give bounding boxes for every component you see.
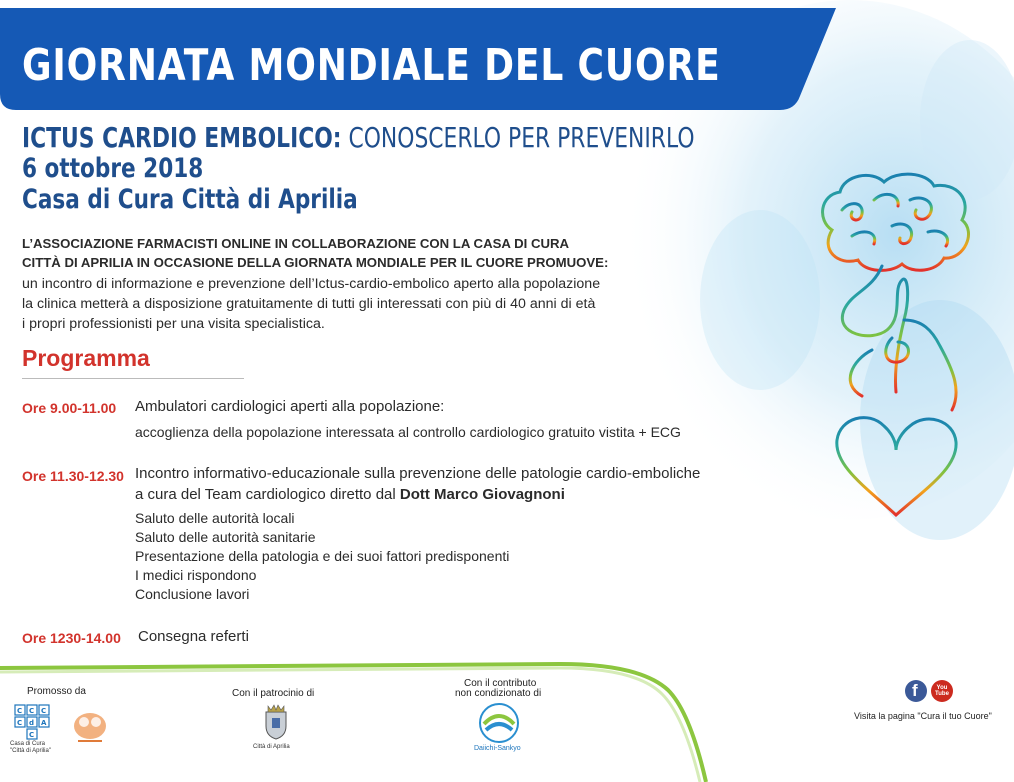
schedule-title: Ambulatori cardiologici aperti alla popolazione: — [135, 398, 445, 415]
casa-di-cura-logo — [14, 704, 50, 740]
svg-text:A: A — [41, 719, 47, 727]
patronage-label: Con il patrocinio di — [232, 688, 315, 699]
programma-divider — [22, 378, 244, 379]
agenda-item: Saluto delle autorità locali — [135, 510, 295, 526]
promoted-by-label: Promosso da — [27, 686, 86, 697]
event-subtitle: ICTUS CARDIO EMBOLICO: CONOSCERLO PER PREVENIRLO — [22, 121, 695, 154]
city-name: Città di Aprilia — [253, 744, 290, 750]
promoter-name: Casa di Cura — [10, 741, 46, 747]
daiichi-sankyo-logo — [478, 702, 520, 744]
agenda-item: Presentazione della patologia e dei suoi fattori predisponenti — [135, 548, 510, 564]
contribution-label: non condizionato di — [455, 688, 542, 699]
svg-text:C: C — [17, 719, 23, 727]
social-page-text: Visita la pagina "Cura il tuo Cuore" — [854, 711, 992, 721]
intro-bold-line: L’ASSOCIAZIONE FARMACISTI ONLINE IN COLLABORAZIONE CON LA CASA DI CURA — [22, 236, 570, 251]
brain-heart-illustration — [812, 170, 982, 530]
promoter-name: "Città di Aprilia" — [10, 748, 51, 754]
schedule-time: Ore 11.30-12.30 — [22, 468, 124, 484]
aprilia-coat-of-arms — [262, 704, 290, 740]
event-date: 6 ottobre 2018 — [22, 153, 204, 184]
intro-bold-line: CITTÀ DI APRILIA IN OCCASIONE DELLA GIORNATA MONDIALE PER IL CUORE PROMUOVE: — [22, 255, 609, 270]
schedule-title: Consegna referti — [138, 628, 249, 645]
doctor-name: Dott Marco Giovagnoni — [399, 486, 565, 503]
schedule-title: Incontro informativo-educazionale sulla prevenzione delle patologie cardio-emboliche — [135, 465, 701, 482]
sponsor-name: Daiichi-Sankyo — [474, 745, 521, 752]
farmacisti-online-logo — [70, 710, 110, 746]
page-title: GIORNATA MONDIALE DEL CUORE — [22, 40, 721, 91]
svg-text:C: C — [29, 707, 35, 715]
programma-heading: Programma — [22, 345, 150, 371]
event-venue: Casa di Cura Città di Aprilia — [22, 184, 358, 215]
facebook-icon[interactable]: f — [905, 680, 927, 702]
intro-line: la clinica metterà a disposizione gratuitamente di tutti gli interessati con più di 40 anni di età — [22, 296, 596, 312]
svg-text:C: C — [17, 707, 23, 715]
intro-line: i propri professionisti per una visita specialistica. — [22, 316, 325, 332]
svg-text:d: d — [29, 719, 35, 727]
schedule-detail: a cura del Team cardiologico diretto dal Dott Marco Giovagnoni — [135, 486, 565, 503]
contribution-label: Con il contributo — [464, 678, 537, 689]
svg-text:C: C — [29, 731, 35, 739]
schedule-time: Ore 9.00-11.00 — [22, 400, 117, 416]
schedule-time: Ore 1230-14.00 — [22, 630, 121, 646]
schedule-detail: accoglienza della popolazione interessata al controllo cardiologico gratuito vistita + ECG — [135, 424, 681, 440]
intro-line: un incontro di informazione e prevenzione dell’Ictus-cardio-embolico aperto alla popolazione — [22, 276, 601, 292]
agenda-item: Conclusione lavori — [135, 586, 250, 602]
svg-text:C: C — [41, 707, 47, 715]
agenda-item: I medici rispondono — [135, 567, 257, 583]
agenda-item: Saluto delle autorità sanitarie — [135, 529, 316, 545]
youtube-icon[interactable]: You Tube — [931, 680, 953, 702]
